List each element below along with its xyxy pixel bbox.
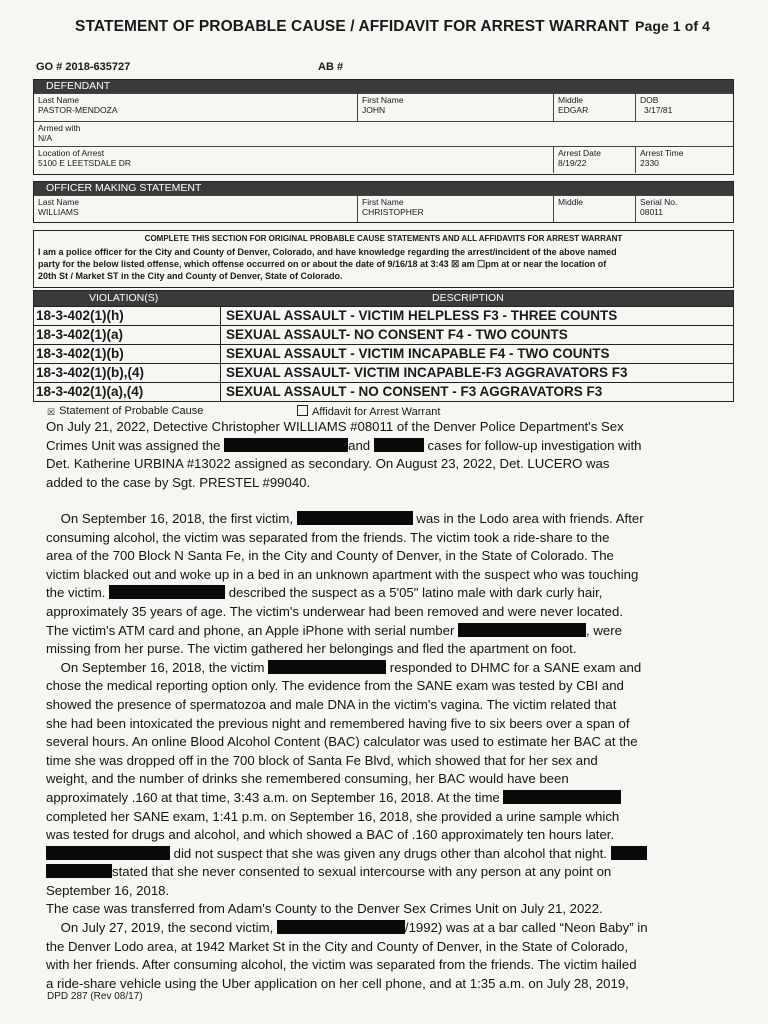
probable-cause-option[interactable]: ☒ Statement of Probable Cause xyxy=(47,405,204,417)
redaction xyxy=(109,585,225,599)
case-numbers xyxy=(36,61,344,73)
arrest-time: Arrest Time 2330 xyxy=(635,147,733,173)
arrest-location: Location of Arrest 5100 E LEETSDALE DR xyxy=(38,148,132,168)
defendant-middle: Middle EDGAR xyxy=(553,94,635,121)
defendant-section xyxy=(33,79,734,175)
go-number: GO # 2018-635727 xyxy=(36,61,131,73)
violation-row: 18-3-402(1)(h) SEXUAL ASSAULT - VICTIM HELPLESS F3 - THREE COUNTS xyxy=(34,306,733,325)
officer-header: OFFICER MAKING STATEMENT xyxy=(34,182,733,195)
redaction xyxy=(374,438,424,452)
ab-number: AB # xyxy=(318,61,344,73)
officer-middle: Middle xyxy=(553,196,635,222)
defendant-header: DEFENDANT xyxy=(34,80,733,93)
redaction xyxy=(277,920,405,934)
officer-first-name: First Name CHRISTOPHER xyxy=(357,196,553,222)
officer-name-row xyxy=(34,195,733,222)
defendant-first-name: First Name JOHN xyxy=(357,94,553,121)
narrative-intro: On July 21, 2022, Detective Christopher WILLIAMS #08011 of the Denver Police Department's Sex Crimes Unit was assigned the and cases for follow-up investigation with Det. Katherine URBINA #13022 assigned as secondary. On August 23, 2022, Det. LUCERO was added to the case by Sgt. PRESTEL #99040. xyxy=(46,419,642,490)
defendant-armed-row xyxy=(34,121,733,146)
arrest-date: Arrest Date 8/19/22 xyxy=(553,147,635,173)
defendant-last-name: Last Name PASTOR-MENDOZA xyxy=(38,95,118,115)
affidavit-option[interactable]: Affidavit for Arrest Warrant xyxy=(297,405,440,418)
redaction xyxy=(224,438,348,452)
certification-section xyxy=(33,230,734,288)
officer-section xyxy=(33,181,734,223)
affidavit-checkbox[interactable] xyxy=(297,405,308,416)
statement-type xyxy=(47,405,647,417)
violation-row: 18-3-402(1)(a) SEXUAL ASSAULT- NO CONSENT F4 - TWO COUNTS xyxy=(34,325,733,344)
violation-row: 18-3-402(1)(a),(4) SEXUAL ASSAULT - NO CONSENT - F3 AGGRAVATORS F3 xyxy=(34,382,733,401)
page-number: Page 1 of 4 xyxy=(635,18,711,34)
officer-serial: Serial No. 08011 xyxy=(635,196,733,222)
violation-row: 18-3-402(1)(b) SEXUAL ASSAULT - VICTIM INCAPABLE F4 - TWO COUNTS xyxy=(34,344,733,363)
certification-text: I am a police officer for the City and County of Denver, Colorado, and have knowledge regarding the arrest/incident of the above named party for the below listed offense, which offense occurred on or about the date of 9/16/18 at 3:43 ☒ am ☐pm at or near the location of 20th St / Market ST in the City and County of Denver, State of Colorado. xyxy=(38,247,617,281)
violations-header: VIOLATION(S) DESCRIPTION xyxy=(34,291,733,306)
certification-heading: COMPLETE THIS SECTION FOR ORIGINAL PROBABLE CAUSE STATEMENTS AND ALL AFFIDAVITS FOR ARREST WARRANT xyxy=(144,234,623,243)
defendant-dob: DOB 3/17/81 xyxy=(635,94,733,121)
defendant-name-row xyxy=(34,93,733,121)
violation-row: 18-3-402(1)(b),(4) SEXUAL ASSAULT- VICTIM INCAPABLE-F3 AGGRAVATORS F3 xyxy=(34,363,733,382)
form-number: DPD 287 (Rev 08/17) xyxy=(47,991,143,1002)
redaction xyxy=(458,623,586,637)
redaction xyxy=(46,864,112,878)
redaction xyxy=(611,846,647,860)
redaction xyxy=(297,511,413,525)
defendant-armed: Armed with N/A xyxy=(38,123,81,143)
violations-table xyxy=(33,290,734,402)
title-text: STATEMENT OF PROBABLE CAUSE / AFFIDAVIT FOR ARREST WARRANT xyxy=(75,18,630,35)
redaction xyxy=(503,790,621,804)
document-title xyxy=(75,18,755,36)
redaction xyxy=(46,846,170,860)
officer-last-name: Last Name WILLIAMS xyxy=(38,197,80,217)
defendant-arrest-row xyxy=(34,146,733,173)
narrative-first-victim: On September 16, 2018, the first victim, was in the Lodo area with friends. After consuming alcohol, the victim was separated from the friends. The victim took a ride-share to the area of the 700 Block N Santa Fe, in the City and County of Denver, in the State of Colorado. The victim blacked out and woke up in a bed in an unknown apartment with the suspect who was touching the victim. described the suspect as a 5'05" latino male with dark curly hair, approximately 35 years of age. The victim's underwear had been removed and were never located. The victim's ATM card and phone, an Apple iPhone with serial number , were missing from her purse. The victim gathered her belongings and fled the apartment on foot. On September 16, 2018, the victim responded to DHMC for a SANE exam and chose the medical reporting option only. The evidence from the SANE exam was tested by CBI and showed the presence of spermatozoa and male DNA in the victim's vagina. The victim related that she had been intoxicated the previous night and remembered having five to six beers over a span of several hours. An online Blood Alcohol Content (BAC) calculator was used to estimate her BAC at the time she was dropped off in the 700 block of Santa Fe Blvd, which showed that for her sex and weight, and the number of drinks she remembered consuming, her BAC would have been approximately .160 at that time, 3:43 a.m. on September 16, 2018. At the time completed her SANE exam, 1:41 p.m. on September 16, 2018, she provided a urine sample which was tested for drugs and alcohol, and which showed a BAC of .160 approximately ten hours later. did not suspect that she was given any drugs other than alcohol that night. stated that she never consented to sexual intercourse with any person at any point on September 16, 2018. The case was transferred from Adam's County to the Denver Sex Crimes Unit on July 21, 2022. On July 27, 2019, the second victim, /1992) was at a bar called “Neon Baby” in the Denver Lodo area, at 1942 Market St in the City and County of Denver, in the State of Colorado, with her friends. After consuming alcohol, the victim was separated from the friends. The victim hailed a ride-share vehicle using the Uber application on her cell phone, and at 1:35 a.m. on July 28, 2019, xyxy=(46,511,648,991)
redaction xyxy=(268,660,386,674)
probable-cause-checkbox[interactable]: ☒ xyxy=(47,407,56,417)
